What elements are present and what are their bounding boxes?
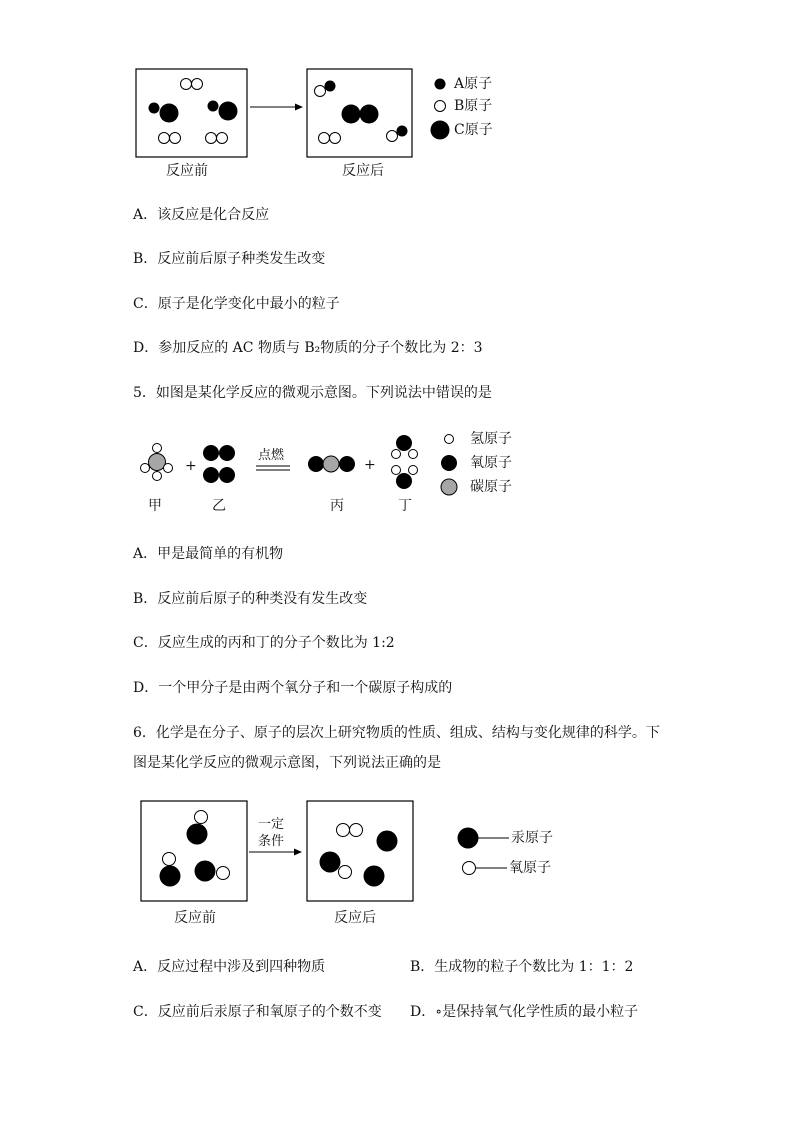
- mercury-atom: [364, 866, 385, 887]
- hydrogen-atom: [164, 464, 173, 473]
- label-bing: 丙: [330, 498, 344, 514]
- b-atom: [192, 79, 203, 90]
- q5-stem: 5．如图是某化学反应的微观示意图。下列说法中错误的是: [133, 385, 492, 401]
- label-jia: 甲: [148, 498, 162, 514]
- q5-option-b: B．反应前后原子的种类没有发生改变: [133, 591, 368, 607]
- mercury-atom: [320, 852, 341, 873]
- legend-mercury-marker: [458, 828, 479, 849]
- mercury-atom: [377, 831, 398, 852]
- a-atom: [325, 81, 336, 92]
- q5-option-a: A．甲是最简单的有机物: [133, 546, 284, 562]
- b-atom: [217, 133, 228, 144]
- c-atom: [342, 105, 361, 124]
- plus-sign: +: [364, 457, 376, 473]
- oxygen-atom: [217, 867, 230, 880]
- q6-option-b: B．生成物的粒子个数比为 1：1：2: [410, 959, 634, 975]
- c-atom: [219, 102, 238, 121]
- oxygen-atom: [195, 811, 208, 824]
- legend-oxygen-label: 氧原子: [509, 860, 551, 876]
- oxygen-atom: [163, 853, 176, 866]
- legend-b-marker: [435, 101, 446, 112]
- q4-option-a: A．该反应是化合反应: [133, 207, 270, 223]
- hydrogen-atom: [392, 466, 401, 475]
- oxygen-atom: [219, 445, 235, 461]
- oxygen-atom: [339, 456, 355, 472]
- q6-stem-line1: 6．化学是在分子、原子的层次上研究物质的性质、组成、结构与变化规律的科学。下: [133, 725, 660, 741]
- legend-hydrogen-marker: [445, 435, 454, 444]
- a-atom: [149, 103, 160, 114]
- hydrogen-atom: [153, 472, 162, 481]
- b-atom: [319, 133, 330, 144]
- legend-oxygen-marker: [463, 862, 476, 875]
- legend-carbon-label: 碳原子: [470, 479, 512, 495]
- c-atom: [160, 104, 179, 123]
- a-atom: [397, 126, 408, 137]
- legend-b-label: B原子: [454, 98, 493, 114]
- label-yi: 乙: [212, 498, 226, 514]
- legend-c-label: C原子: [454, 122, 493, 138]
- q4-option-b: B．反应前后原子种类发生改变: [133, 251, 326, 267]
- before-box: [141, 801, 247, 901]
- mercury-atom: [160, 866, 181, 887]
- c-atom: [360, 105, 379, 124]
- reaction-condition: 点燃: [258, 448, 285, 463]
- q6-option-a: A．反应过程中涉及到四种物质: [133, 959, 326, 975]
- oxygen-atom: [396, 473, 412, 489]
- q6-stem-line2: 图是某化学反应的微观示意图，下列说法正确的是: [133, 755, 441, 771]
- b-atom: [159, 133, 170, 144]
- condition-line1: 一定: [258, 817, 285, 832]
- legend-oxygen-marker: [441, 455, 457, 471]
- mercury-atom: [195, 861, 216, 882]
- legend-a-label: A原子: [454, 76, 493, 92]
- q5-option-c: C．反应生成的丙和丁的分子个数比为 1:2: [133, 635, 395, 651]
- hydrogen-atom: [392, 450, 401, 459]
- legend-carbon-marker: [441, 479, 457, 495]
- carbon-atom: [149, 454, 166, 471]
- oxygen-atom: [350, 824, 363, 837]
- b-atom: [315, 86, 326, 97]
- b-atom: [387, 131, 398, 142]
- label-ding: 丁: [398, 498, 412, 514]
- legend-c-marker: [431, 121, 450, 140]
- hydrogen-atom: [409, 466, 418, 475]
- b-atom: [181, 79, 192, 90]
- b-atom: [170, 133, 181, 144]
- oxygen-atom: [337, 824, 350, 837]
- caption-before: 反应前: [166, 163, 208, 179]
- caption-after: 反应后: [334, 910, 376, 926]
- hydrogen-atom: [153, 444, 162, 453]
- q4-option-d: D．参加反应的 AC 物质与 B₂物质的分子个数比为 2：3: [133, 340, 483, 356]
- b-atom: [330, 133, 341, 144]
- hydrogen-atom: [141, 464, 150, 473]
- a-atom: [208, 101, 219, 112]
- caption-after: 反应后: [342, 163, 384, 179]
- legend-oxygen-label: 氧原子: [470, 455, 512, 471]
- oxygen-atom: [339, 866, 352, 879]
- oxygen-atom: [396, 435, 412, 451]
- q6-option-d: D．∘是保持氧气化学性质的最小粒子: [410, 1004, 639, 1020]
- reaction-diagram-1: [0, 0, 794, 200]
- oxygen-atom: [203, 445, 219, 461]
- legend-a-marker: [435, 79, 446, 90]
- oxygen-atom: [203, 467, 219, 483]
- legend-hydrogen-label: 氢原子: [470, 431, 512, 447]
- q5-option-d: D．一个甲分子是由两个氧分子和一个碳原子构成的: [133, 680, 453, 696]
- condition-line2: 条件: [258, 834, 285, 849]
- b-atom: [206, 133, 217, 144]
- oxygen-atom: [308, 456, 324, 472]
- caption-before: 反应前: [174, 910, 216, 926]
- after-box: [307, 801, 413, 901]
- legend-mercury-label: 汞原子: [511, 830, 553, 846]
- plus-sign: +: [185, 458, 197, 474]
- q6-option-c: C．反应前后汞原子和氧原子的个数不变: [133, 1004, 382, 1020]
- q4-option-c: C．原子是化学变化中最小的粒子: [133, 296, 340, 312]
- carbon-atom: [323, 456, 339, 472]
- oxygen-atom: [219, 467, 235, 483]
- hydrogen-atom: [409, 450, 418, 459]
- mercury-atom: [187, 824, 208, 845]
